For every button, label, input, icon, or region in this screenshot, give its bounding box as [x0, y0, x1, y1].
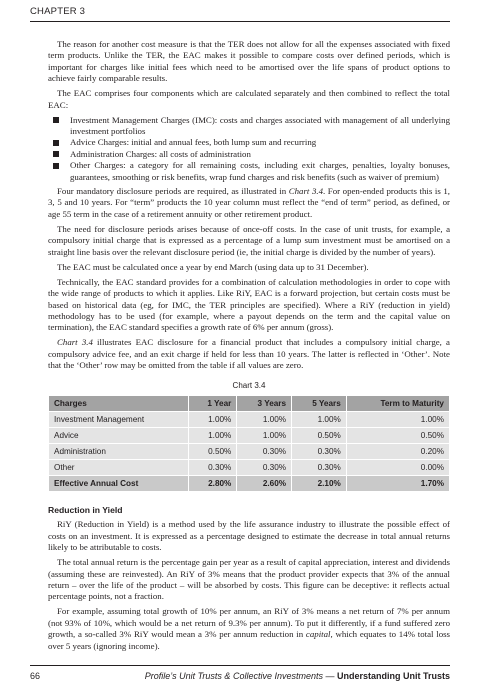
- table-row: [49, 427, 450, 443]
- list-item: Advice Charges: initial and annual fees, both lump sum and recurring: [48, 137, 450, 148]
- table-cell: 1.00%: [292, 411, 347, 427]
- table-cell: 0.50%: [292, 427, 347, 443]
- row-label: Investment Management: [49, 411, 189, 427]
- table-row: [49, 459, 450, 475]
- table-cell: 1.00%: [188, 427, 236, 443]
- table-cell: 0.30%: [237, 443, 292, 459]
- chart-reference: Chart 3.4: [57, 337, 93, 348]
- page-content: [48, 39, 450, 656]
- paragraph: The EAC comprises four components which are calculated separately and then combined to reflect the total EAC:: [48, 88, 450, 110]
- paragraph: [48, 606, 450, 652]
- running-title-book: Understanding Unit Trusts: [336, 671, 450, 681]
- table-cell: 0.30%: [292, 459, 347, 475]
- section-heading: Reduction in Yield: [48, 504, 123, 515]
- paragraph: Technically, the EAC standard provides for a combination of calculation methodologies in order to cope with the wide range of products to which it applies. Like RiY, EAC is a forward projection, but certain costs must be based on historical data (eg, for IMC, the TER principles are specified). Where a RiY (reduction in yield) methodology has to be used (for example, where a payout depends on the term and the capital value on termination), the EAC standard specifies a growth rate of 6% per annum (gross).: [48, 276, 450, 333]
- emphasis: capital: [305, 629, 331, 640]
- paragraph-text: , which equates to 14% total loss over 5 years (ignoring income).: [48, 629, 451, 651]
- table-cell: 1.70%: [346, 475, 449, 491]
- page-number: 66: [30, 671, 41, 681]
- list-item: Other Charges: a category for all remaining costs, including exit charges, penalties, loyalty bonuses, guarantees, smoothing or risk benefits, wrap fund charges and risk benefits (such as waiver of premium): [48, 160, 450, 183]
- paragraph: [48, 337, 450, 371]
- row-label: Effective Annual Cost: [49, 475, 189, 491]
- column-header-term-to-maturity: Term to Maturity: [346, 395, 449, 411]
- running-title: [145, 671, 450, 681]
- running-title-publication: Profile’s Unit Trusts & Collective Investments —: [144, 671, 337, 681]
- row-label: Administration: [49, 443, 189, 459]
- chart-title: Chart 3.4: [232, 380, 266, 390]
- table-cell: 0.50%: [188, 443, 236, 459]
- row-label: Advice: [49, 427, 189, 443]
- list-item: Administration Charges: all costs of administration: [48, 149, 450, 160]
- chapter-label: CHAPTER 3: [30, 6, 86, 17]
- column-header-5-years: 5 Years: [292, 395, 347, 411]
- paragraph: The reason for another cost measure is that the TER does not allow for all the expenses associated with fixed term products. Unlike the TER, the EAC makes it possible to compare costs over defined periods, which is important for charges like initial fees which need to be amortised over the life spans of product options to achieve fairly comparable results.: [48, 39, 450, 84]
- row-label: Other: [49, 459, 189, 475]
- paragraph: [48, 186, 450, 220]
- paragraph: The need for disclosure periods arises because of once-off costs. In the case of unit trusts, for example, a compulsory initial charge that is expressed as a percentage of a lump sum investment must be amortised on a straight line basis over the relevant disclosure period (ie, the initial charge is divided by the number of years).: [48, 223, 450, 257]
- header-rule: [30, 21, 450, 22]
- table-cell: 1.00%: [237, 427, 292, 443]
- table-cell: 2.60%: [237, 475, 292, 491]
- chart-reference: Chart 3.4: [288, 186, 323, 197]
- column-header-charges: Charges: [49, 395, 189, 411]
- paragraph: The total annual return is the percentage gain per year as a result of capital appreciation, interest and dividends (assuming these are reinvested). An RiY of 3% means that the product provider expects that 3% of the annual return – over the life of the product – will be absorbed by costs. This figure can be deceptive: it reflects actual percentage points, not a fraction.: [48, 557, 450, 602]
- column-header-3-years: 3 Years: [237, 395, 292, 411]
- table-cell: 2.80%: [188, 475, 236, 491]
- table-cell: 1.00%: [237, 411, 292, 427]
- table-cell: 2.10%: [292, 475, 347, 491]
- table-cell: 0.30%: [292, 443, 347, 459]
- paragraph: The EAC must be calculated once a year by end March (using data up to 31 December).: [57, 261, 369, 272]
- eac-table: [48, 395, 450, 492]
- table-cell: 0.30%: [188, 459, 236, 475]
- footer-rule: [30, 665, 450, 666]
- table-cell: 0.50%: [346, 427, 449, 443]
- paragraph-text: For example, assuming total growth of 10% per annum, an RiY of 3% means a net return of 7% per annum (not 93% of 10%, which would be a net return of 9.3% per annum). To put it differently, if a fund suffered zero growth, a so-called 3% RiY would mean a 3% per annum reduction in: [48, 606, 450, 640]
- table-cell: 1.00%: [188, 411, 236, 427]
- paragraph-text: Four mandatory disclosure periods are required, as illustrated in: [57, 186, 289, 197]
- list-item: Investment Management Charges (IMC): costs and charges associated with management of all underlying investment portfolios: [48, 115, 450, 138]
- components-list: [48, 115, 450, 183]
- table-cell: 0.20%: [346, 443, 449, 459]
- table-cell: 0.30%: [237, 459, 292, 475]
- table-cell: 0.00%: [346, 459, 449, 475]
- column-header-1-year: 1 Year: [188, 395, 236, 411]
- table-row: [49, 411, 450, 427]
- table-header-row: [49, 395, 450, 411]
- table-total-row: [49, 475, 450, 491]
- paragraph-text: illustrates EAC disclosure for a financial product that includes a compulsory initial charge, a compulsory advice fee, and an exit charge if held for less than 10 years. The latter is reflected in ‘Other’. Note that the ‘Other’ row may be omitted from the table if all values are zero.: [48, 337, 450, 371]
- table-cell: 1.00%: [346, 411, 449, 427]
- paragraph: RiY (Reduction in Yield) is a method used by the life assurance industry to illustrate the possible effect of costs on an investment. It is expressed as a percentage designed to estimate the decrease in total annual returns likely to be attributable to costs.: [48, 519, 450, 553]
- table-row: [49, 443, 450, 459]
- paragraph-text: . For open-ended products this is 1, 3, 5 and 10 years. For “term” products the 10 year column must reflect the “end of term” period, as defined, or age 55 term in the case of a retirement annuity or other retirement product.: [48, 186, 450, 219]
